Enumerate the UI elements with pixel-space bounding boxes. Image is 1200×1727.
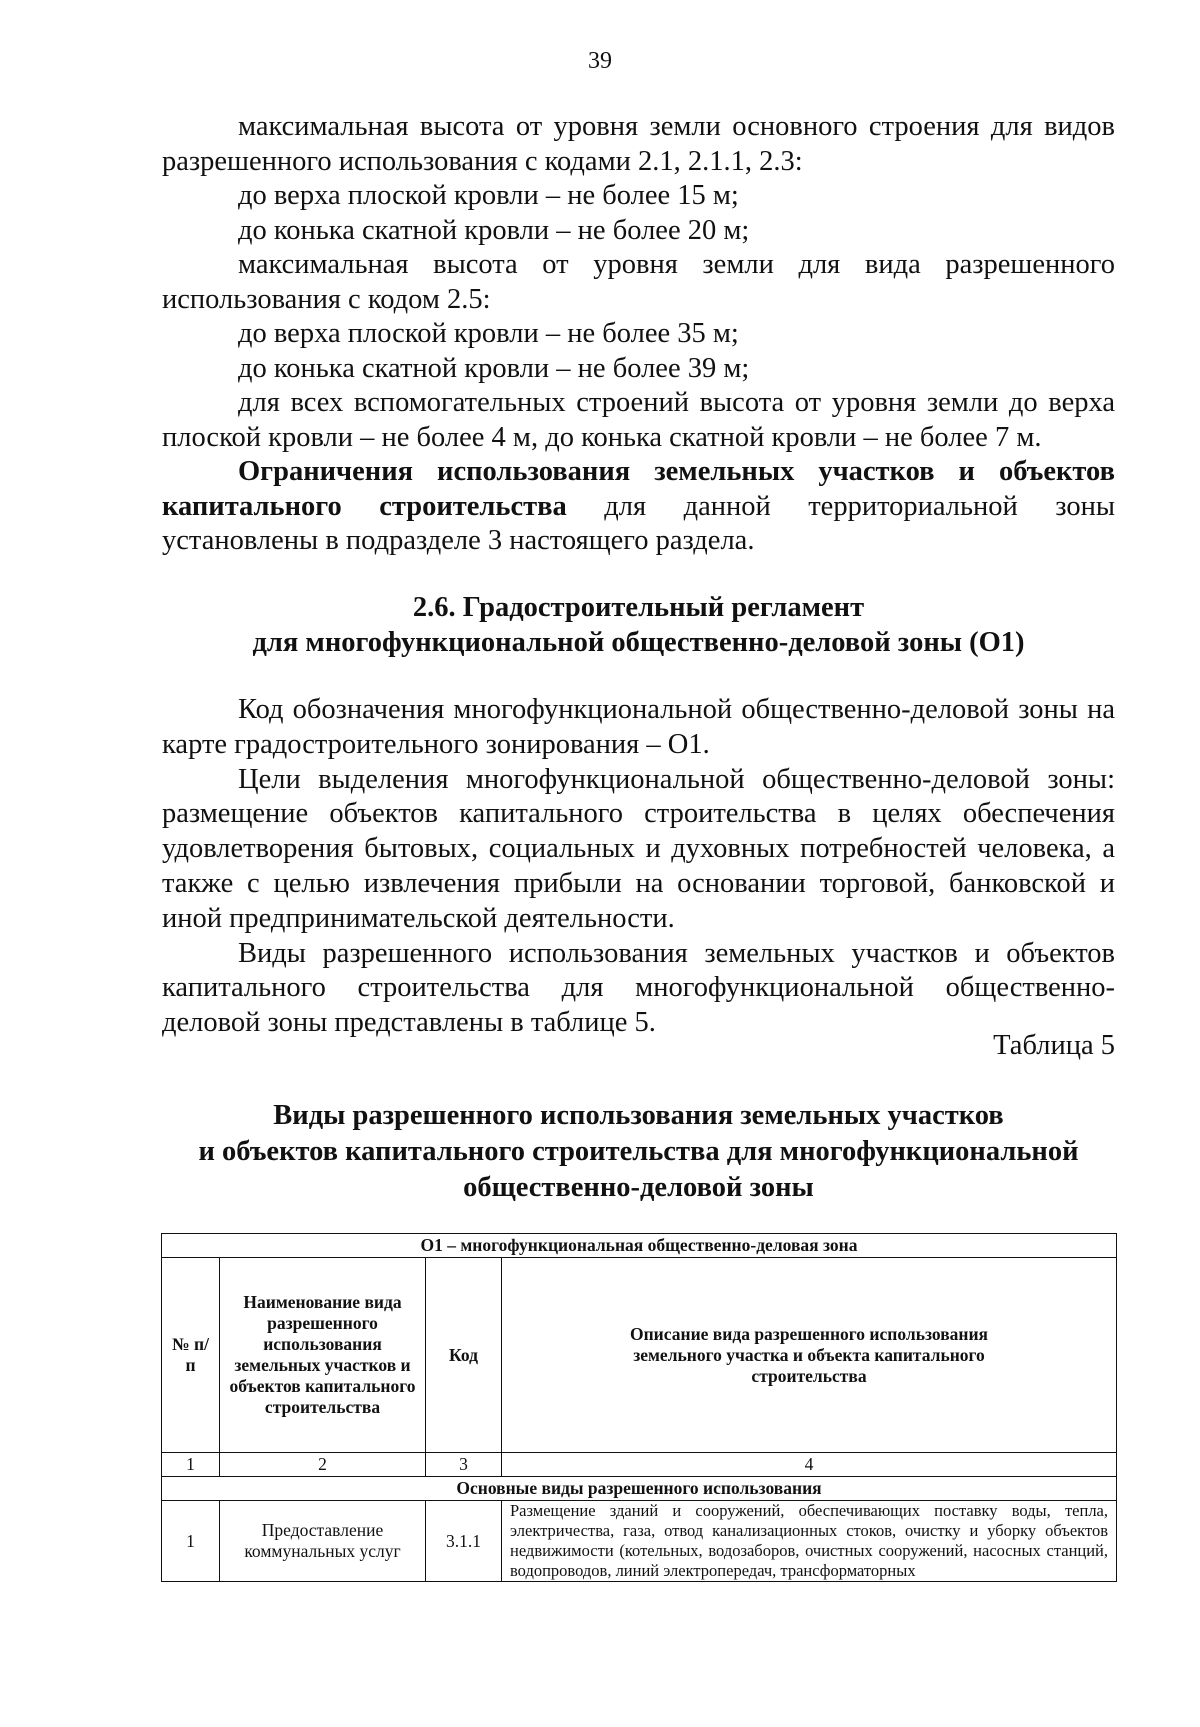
column-number: 3 [426,1453,502,1477]
table-row [162,1501,1117,1582]
table-header-row [162,1258,1117,1453]
restrictions-text: для данной территориальной зоны установлены в подразделе 3 настоящего раздела. [162,490,1115,556]
section-heading-line: для многофункциональной общественно-деловой зоны (О1) [252,627,1025,658]
header-desc: Описание вида разрешенного использования земельного участка и объекта капитального строительства [502,1258,1117,1453]
paragraph: до конька скатной кровли – не более 20 м; [238,214,750,246]
section-heading-line: 2.6. Градостроительный регламент [412,592,865,623]
paragraph: Код обозначения многофункциональной общественно-деловой зоны на карте градостроительного зонирования – О1. [162,694,1115,760]
paragraph: максимальная высота от уровня земли для вида разрешенного использования с кодом 2.5: [162,249,1115,315]
row-num: 1 [162,1501,220,1582]
column-number: 4 [502,1453,1117,1477]
row-name: Предоставление коммунальных услуг [220,1501,426,1582]
paragraph: Цели выделения многофункциональной общественно-деловой зоны: размещение объектов капитального строительства в целях обеспечения удовлетворения бытовых, социальных и духовных потребностей человека, а также с целью извлечения прибыли на основании торговой, банковской и иной предпринимательской деятельности. [162,763,1115,934]
header-name: Наименование вида разрешенного использования земельных участков и объектов капитального строительства [220,1258,426,1453]
zone-description-section [162,693,1115,1041]
table-column-numbers-row [162,1453,1117,1477]
table-title [162,1098,1115,1206]
header-num: № п/п [162,1258,220,1453]
row-code: 3.1.1 [426,1501,502,1582]
page-number: 39 [588,48,612,74]
table-title-line: и объектов капитального строительства для многофункциональной [198,1136,1079,1167]
column-number: 2 [220,1453,426,1477]
table-section-row [162,1477,1117,1501]
table-label: Таблица 5 [993,1030,1115,1061]
header-code: Код [426,1258,502,1453]
paragraph: до верха плоской кровли – не более 35 м; [238,318,739,349]
paragraph: для всех вспомогательных строений высота от уровня земли до верха плоской кровли – не более 4 м, до конька скатной кровли – не более 7 м. [162,387,1115,453]
row-desc: Размещение зданий и сооружений, обеспечивающих поставку воды, тепла, электричества, газа, отвод канализационных стоков, очистку и уборку объектов недвижимости (котельных, водозаборов, очистных сооружений, насосных станций, водопроводов, линий электропередач, трансформаторных [502,1501,1117,1582]
paragraph: Виды разрешенного использования земельных участков и объектов капитального строительства для многофункциональной общественно-деловой зоны представлены в таблице 5. [162,937,1115,1039]
height-limits-section [162,110,1115,559]
restrictions-bold-text: Ограничения использования земельных участков и объектов капитального строительства [162,456,1115,522]
section-row-cell: Основные виды разрешенного использования [162,1477,1117,1501]
zone-header-cell: О1 – многофункциональная общественно-деловая зона [162,1234,1117,1258]
column-number: 1 [162,1453,220,1477]
restrictions-paragraph [162,455,1115,559]
permitted-uses-table [161,1233,1117,1582]
table-title-line: Виды разрешенного использования земельных участков [273,1100,1004,1131]
section-heading [162,590,1115,660]
paragraph: до верха плоской кровли – не более 15 м; [238,180,739,211]
table-zone-header-row [162,1234,1117,1258]
table-title-line: общественно-деловой зоны [463,1172,814,1203]
paragraph: до конька скатной кровли – не более 39 м; [238,352,750,384]
paragraph: максимальная высота от уровня земли основного строения для видов разрешенного использования с кодами 2.1, 2.1.1, 2.3: [162,111,1115,177]
